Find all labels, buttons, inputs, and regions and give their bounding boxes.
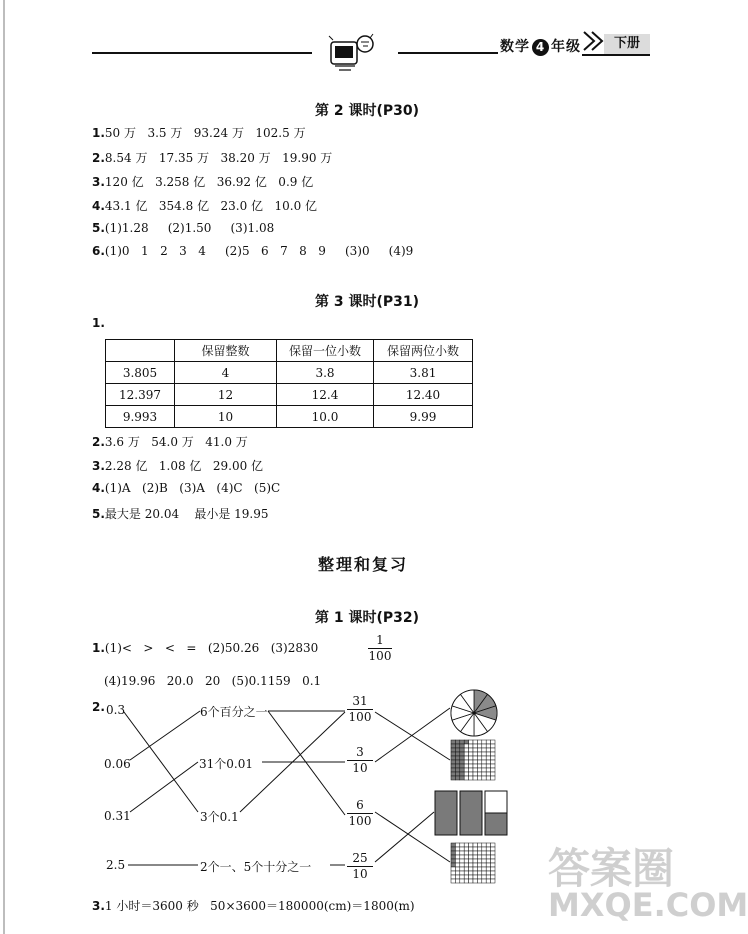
- grid-cell: [460, 772, 464, 776]
- grid-cell: [477, 879, 481, 883]
- grid-cell: [477, 752, 481, 756]
- grid-hundredths-diagram-2: [450, 842, 496, 888]
- grid-cell: [455, 867, 459, 871]
- grid-cell: [473, 744, 477, 748]
- table-cell: 12: [175, 384, 277, 406]
- grid-cell: [491, 756, 495, 760]
- grid-cell: [451, 847, 455, 851]
- grid-cell: [491, 768, 495, 772]
- grid-cell: [455, 871, 459, 875]
- grid-cell: [477, 843, 481, 847]
- grade-label: 年级: [551, 39, 581, 55]
- grid-cell: [451, 760, 455, 764]
- grid-cell: [486, 744, 490, 748]
- grid-cell: [473, 756, 477, 760]
- match-col3-fraction: 31 100: [348, 694, 372, 724]
- grid-cell: [473, 740, 477, 744]
- grid-cell: [491, 744, 495, 748]
- answer-line: 3.120 亿 3.258 亿 36.92 亿 0.9 亿: [92, 175, 314, 189]
- grid-cell: [455, 855, 459, 859]
- grid-cell: [486, 863, 490, 867]
- grid-cell: [460, 752, 464, 756]
- grid-cell: [486, 772, 490, 776]
- table-cell: 12.40: [374, 384, 473, 406]
- grid-cell: [451, 871, 455, 875]
- subject-label: 数学: [500, 39, 530, 55]
- grid-cell: [455, 764, 459, 768]
- grid-cell: [477, 859, 481, 863]
- table-header-cell: 保留整数: [175, 340, 277, 362]
- table-cell: 12.397: [106, 384, 175, 406]
- grid-cell: [455, 740, 459, 744]
- grid-cell: [473, 871, 477, 875]
- grid-hundredths-diagram-1: [450, 739, 496, 785]
- grid-cell: [455, 776, 459, 780]
- grid-cell: [469, 879, 473, 883]
- table-header-cell: 保留两位小数: [374, 340, 473, 362]
- grid-cell: [486, 756, 490, 760]
- grid-cell: [469, 764, 473, 768]
- answer-line: 4.(1)A (2)B (3)A (4)C (5)C: [92, 481, 281, 495]
- grid-cell: [469, 760, 473, 764]
- fraction: 1 100: [368, 633, 392, 663]
- grid-cell: [460, 843, 464, 847]
- grid-cell: [469, 752, 473, 756]
- grid-cell: [482, 859, 486, 863]
- grid-cell: [464, 772, 468, 776]
- grid-cell: [464, 748, 468, 752]
- grid-cell: [455, 760, 459, 764]
- pie-tenths-diagram: [449, 688, 499, 742]
- grid-cell: [464, 752, 468, 756]
- grid-cell: [451, 740, 455, 744]
- grid-cell: [451, 875, 455, 879]
- grid-cell: [491, 772, 495, 776]
- grid-cell: [482, 847, 486, 851]
- grid-cell: [473, 768, 477, 772]
- answer-line: 6.(1)0 1 2 3 4 (2)5 6 7 8 9 (3)0 (4)9: [92, 244, 414, 258]
- grid-cell: [469, 768, 473, 772]
- grid-cell: [486, 851, 490, 855]
- grid-cell: [460, 760, 464, 764]
- volume-tab: 下册: [604, 34, 650, 54]
- grid-cell: [473, 875, 477, 879]
- grid-cell: [473, 843, 477, 847]
- grid-cell: [482, 768, 486, 772]
- match-col3-fraction: 6 100: [348, 798, 372, 828]
- grid-cell: [473, 847, 477, 851]
- review-lesson1-title: 第 1 课时(P32): [315, 610, 420, 626]
- answer-line: 5.(1)1.28 (2)1.50 (3)1.08: [92, 221, 275, 235]
- grid-cell: [491, 875, 495, 879]
- grid-cell: [473, 764, 477, 768]
- lesson2-title: 第 2 课时(P30): [315, 103, 420, 119]
- answer-line: 3.1 小时＝3600 秒 50×3600＝180000(cm)＝1800(m): [92, 899, 415, 913]
- grid-cell: [455, 851, 459, 855]
- grid-cell: [460, 776, 464, 780]
- answer-line: 1.: [92, 316, 105, 330]
- grid-cell: [469, 851, 473, 855]
- grid-cell: [455, 847, 459, 851]
- grid-cell: [491, 867, 495, 871]
- grid-cell: [491, 863, 495, 867]
- grid-cell: [477, 748, 481, 752]
- grid-cell: [477, 863, 481, 867]
- match-col2-item: 31个0.01: [199, 757, 253, 771]
- grid-cell: [482, 772, 486, 776]
- grid-cell: [464, 871, 468, 875]
- grid-cell: [464, 875, 468, 879]
- grid-cell: [482, 855, 486, 859]
- grid-cell: [477, 756, 481, 760]
- grid-cell: [477, 776, 481, 780]
- grid-cell: [464, 851, 468, 855]
- grid-cell: [482, 851, 486, 855]
- table-cell: 3.81: [374, 362, 473, 384]
- grid-cell: [460, 855, 464, 859]
- grid-cell: [486, 867, 490, 871]
- grid-cell: [469, 744, 473, 748]
- grid-cell: [477, 740, 481, 744]
- match-col2-item: 3个0.1: [200, 810, 239, 824]
- grid-cell: [477, 875, 481, 879]
- grid-cell: [464, 847, 468, 851]
- grid-cell: [482, 843, 486, 847]
- grid-cell: [477, 760, 481, 764]
- grid-cell: [482, 875, 486, 879]
- grid-cell: [477, 867, 481, 871]
- grid-cell: [469, 843, 473, 847]
- grid-cell: [464, 740, 468, 744]
- watermark-text: 答案圈: [548, 844, 675, 893]
- table-cell: 4: [175, 362, 277, 384]
- grid-cell: [491, 776, 495, 780]
- grid-cell: [460, 879, 464, 883]
- grid-cell: [473, 760, 477, 764]
- grid-cell: [477, 744, 481, 748]
- answer-line: 3.2.28 亿 1.08 亿 29.00 亿: [92, 459, 264, 473]
- grid-cell: [477, 764, 481, 768]
- grid-cell: [469, 855, 473, 859]
- grid-cell: [464, 768, 468, 772]
- grid-cell: [460, 867, 464, 871]
- watermark-url: MXQE.COM: [548, 886, 748, 924]
- grid-cell: [455, 875, 459, 879]
- answer-line: 2.3.6 万 54.0 万 41.0 万: [92, 435, 248, 449]
- grid-cell: [451, 867, 455, 871]
- grid-cell: [486, 740, 490, 744]
- grid-cell: [464, 855, 468, 859]
- grid-cell: [473, 859, 477, 863]
- match-col1-item: 0.3: [106, 703, 126, 717]
- answer-line: (4)19.96 20.0 20 (5)0.1159 0.1: [104, 674, 322, 688]
- grid-cell: [469, 740, 473, 744]
- grid-cell: [486, 875, 490, 879]
- grid-cell: [451, 764, 455, 768]
- grid-cell: [491, 752, 495, 756]
- grid-cell: [473, 867, 477, 871]
- grid-cell: [469, 776, 473, 780]
- grid-cell: [469, 847, 473, 851]
- grid-cell: [477, 772, 481, 776]
- grid-cell: [477, 851, 481, 855]
- grid-cell: [469, 871, 473, 875]
- grid-cell: [482, 748, 486, 752]
- grid-cell: [491, 748, 495, 752]
- grid-cell: [482, 752, 486, 756]
- table-cell: 3.805: [106, 362, 175, 384]
- grid-cell: [486, 859, 490, 863]
- table-cell: 9.99: [374, 406, 473, 428]
- answer-line: 2.: [92, 700, 105, 714]
- grid-cell: [482, 879, 486, 883]
- grid-cell: [464, 776, 468, 780]
- review-title: 整理和复习: [318, 555, 409, 574]
- grid-cell: [460, 740, 464, 744]
- grid-cell: [486, 855, 490, 859]
- bars-tenths-diagram: [434, 790, 510, 840]
- grid-cell: [491, 879, 495, 883]
- grid-cell: [455, 752, 459, 756]
- grid-cell: [460, 748, 464, 752]
- grid-cell: [451, 879, 455, 883]
- grid-cell: [460, 871, 464, 875]
- grid-cell: [473, 776, 477, 780]
- grid-cell: [482, 776, 486, 780]
- grid-cell: [455, 772, 459, 776]
- grid-cell: [486, 752, 490, 756]
- grid-cell: [482, 740, 486, 744]
- grid-cell: [460, 851, 464, 855]
- grid-cell: [486, 871, 490, 875]
- match-col1-item: 2.5: [106, 858, 126, 872]
- grid-cell: [491, 851, 495, 855]
- grid-cell: [469, 875, 473, 879]
- grid-cell: [477, 855, 481, 859]
- grid-cell: [460, 768, 464, 772]
- grid-cell: [469, 756, 473, 760]
- grid-cell: [486, 847, 490, 851]
- match-col2-item: 6个百分之一: [200, 705, 268, 719]
- grade-badge: 4: [532, 39, 549, 56]
- grid-cell: [486, 843, 490, 847]
- grid-cell: [464, 879, 468, 883]
- grid-cell: [451, 859, 455, 863]
- grid-cell: [473, 855, 477, 859]
- grid-cell: [455, 859, 459, 863]
- grid-cell: [482, 764, 486, 768]
- grid-cell: [464, 843, 468, 847]
- lesson3-title: 第 3 课时(P31): [315, 294, 420, 310]
- grid-cell: [464, 764, 468, 768]
- grid-cell: [455, 863, 459, 867]
- grid-cell: [491, 740, 495, 744]
- grid-cell: [473, 772, 477, 776]
- grid-cell: [451, 851, 455, 855]
- grid-cell: [464, 744, 468, 748]
- grid-cell: [469, 867, 473, 871]
- grid-cell: [451, 863, 455, 867]
- answer-line: 4.43.1 亿 354.8 亿 23.0 亿 10.0 亿: [92, 199, 318, 213]
- grid-cell: [451, 843, 455, 847]
- grid-cell: [455, 843, 459, 847]
- grid-cell: [455, 879, 459, 883]
- grid-cell: [491, 859, 495, 863]
- grid-cell: [469, 859, 473, 863]
- grid-cell: [451, 744, 455, 748]
- grid-cell: [460, 847, 464, 851]
- match-col1-item: 0.06: [104, 757, 131, 771]
- grid-cell: [491, 847, 495, 851]
- grid-cell: [473, 748, 477, 752]
- grid-cell: [464, 867, 468, 871]
- grid-cell: [460, 859, 464, 863]
- grid-cell: [469, 772, 473, 776]
- grid-cell: [482, 863, 486, 867]
- grid-cell: [482, 760, 486, 764]
- grid-cell: [455, 748, 459, 752]
- grid-cell: [486, 764, 490, 768]
- grid-cell: [473, 863, 477, 867]
- grid-cell: [473, 851, 477, 855]
- grid-cell: [464, 760, 468, 764]
- grid-cell: [482, 867, 486, 871]
- grid-cell: [491, 760, 495, 764]
- match-col1-item: 0.31: [104, 809, 131, 823]
- grid-cell: [482, 871, 486, 875]
- grid-cell: [464, 756, 468, 760]
- grid-cell: [460, 764, 464, 768]
- grid-cell: [460, 875, 464, 879]
- grid-cell: [460, 756, 464, 760]
- grid-cell: [486, 776, 490, 780]
- grid-cell: [451, 752, 455, 756]
- grid-cell: [486, 768, 490, 772]
- grid-cell: [477, 768, 481, 772]
- grid-cell: [455, 744, 459, 748]
- grid-cell: [486, 748, 490, 752]
- grid-cell: [464, 859, 468, 863]
- grid-cell: [473, 752, 477, 756]
- grid-cell: [491, 764, 495, 768]
- table-cell: 9.993: [106, 406, 175, 428]
- grid-cell: [477, 847, 481, 851]
- grid-cell: [451, 768, 455, 772]
- grid-cell: [473, 879, 477, 883]
- table-cell: 12.4: [277, 384, 374, 406]
- grid-cell: [469, 748, 473, 752]
- match-col3-fraction: 25 10: [347, 852, 373, 881]
- grid-cell: [486, 879, 490, 883]
- grid-cell: [451, 748, 455, 752]
- answer-line: 2.8.54 万 17.35 万 38.20 万 19.90 万: [92, 151, 333, 165]
- grid-cell: [455, 756, 459, 760]
- grid-cell: [455, 768, 459, 772]
- grid-cell: [477, 871, 481, 875]
- grid-cell: [486, 760, 490, 764]
- match-col3-fraction: 3 10: [347, 746, 373, 775]
- answer-line: 5.最大是 20.04 最小是 19.95: [92, 507, 269, 521]
- grid-cell: [460, 744, 464, 748]
- grid-cell: [464, 863, 468, 867]
- table-cell: 10.0: [277, 406, 374, 428]
- grid-cell: [491, 855, 495, 859]
- grid-cell: [451, 772, 455, 776]
- grid-cell: [482, 756, 486, 760]
- table-cell: 3.8: [277, 362, 374, 384]
- grid-cell: [491, 843, 495, 847]
- grid-cell: [482, 744, 486, 748]
- answer-line: 1.50 万 3.5 万 93.24 万 102.5 万: [92, 126, 306, 140]
- grid-cell: [491, 871, 495, 875]
- match-col2-item: 2个一、5个十分之一: [200, 860, 312, 874]
- grid-cell: [469, 863, 473, 867]
- answer-line: 1.(1)< > < = (2)50.26 (3)2830: [92, 641, 319, 655]
- grid-cell: [460, 863, 464, 867]
- table-header-cell: 保留一位小数: [277, 340, 374, 362]
- table-cell: 10: [175, 406, 277, 428]
- grid-cell: [451, 756, 455, 760]
- grid-cell: [451, 776, 455, 780]
- grid-cell: [451, 855, 455, 859]
